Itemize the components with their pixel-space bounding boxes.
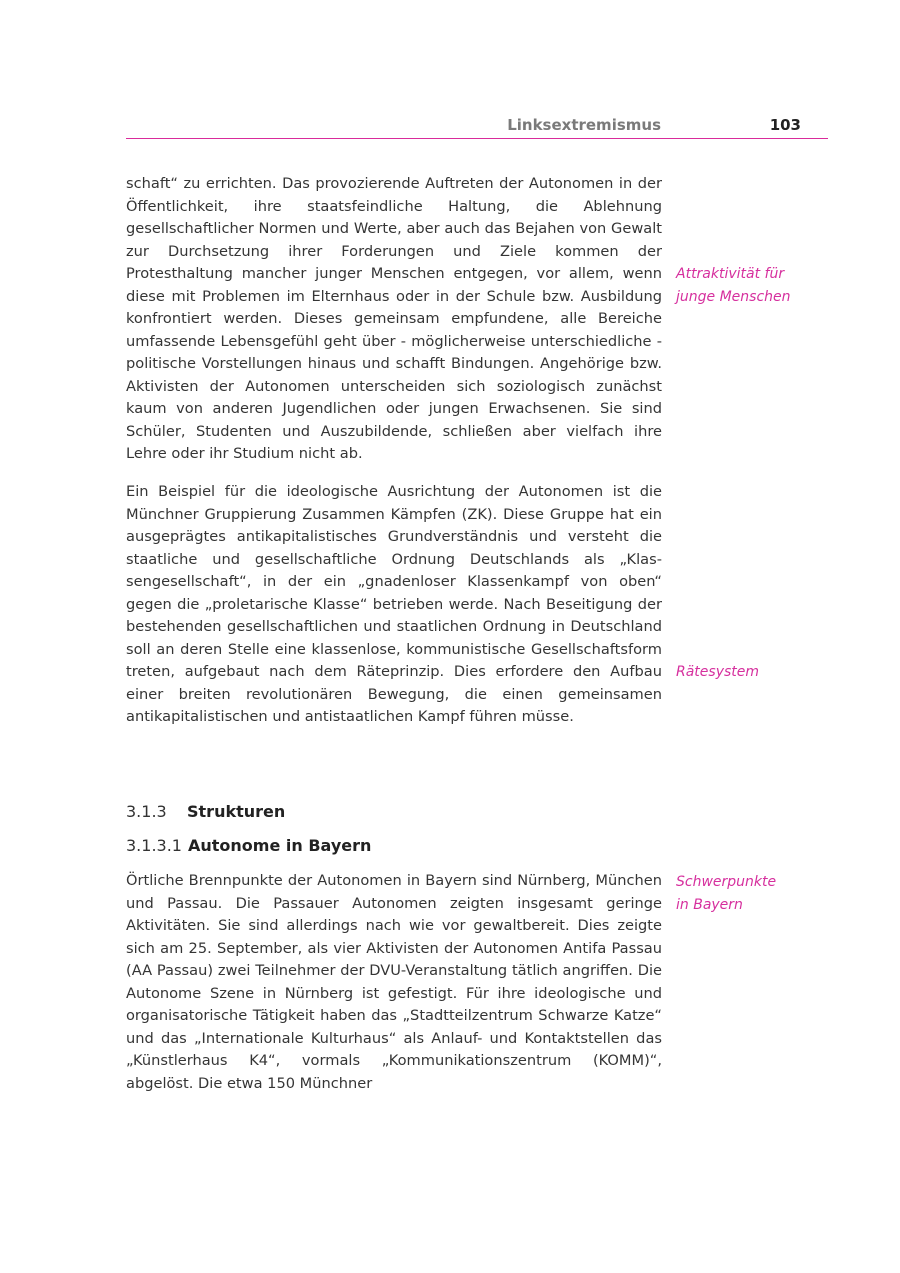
running-header [126,112,828,139]
body-paragraph-3: Örtliche Brennpunkte der Autonomen in Bayern sind Nürnberg, München und Passau. Die Passauer Autonomen zeigten insgesamt geringe Aktivitäten. Sie sind allerdings nach wie vor gewaltbereit. Dies zeigte sich am 25. September, als vier Aktivisten der Autonomen Antifa Passau (AA Passau) zwei Teilnehmer der DVU-Veranstaltung tätlich angriffen. Die Autonome Szene in Nürnberg ist gefestigt. Für ihre ideologische und organisatorische Tätigkeit haben das „Stadtteilzentrum Schwarze Katze“ und das „Internationale Kulturhaus“ als Anlauf- und Kontaktstellen das „Künstlerhaus K4“, vormals „Kommunikationszentrum (KOMM)“, abgelöst. Die etwa 150 Münchner [126,872,662,1092]
body-paragraph-1: schaft“ zu errichten. Das provozierende Auftreten der Autonomen in der Öffentlichkeit, ihre staatsfeindliche Haltung, die Ablehnung gesellschaftlicher Normen und Werte, aber auch das Bejahen von Gewalt zur Durchsetzung ihrer Forderungen und Ziele kommen der Protesthaltung mancher junger Menschen entgegen, vor allem, wenn diese mit Problemen im Elternhaus oder in der Schule bzw. Ausbildung konfrontiert werden. Dieses gemeinsam empfundene, alle Bereiche umfassende Lebensgefühl geht über - möglicherweise unterschiedliche - politische Vorstellungen hinaus und schafft Bindungen. Angehörige bzw. Aktivisten der Autonomen unterscheiden sich soziologisch zunächst kaum von anderen Jugendlichen oder jungen Erwachsenen. Sie sind Schüler, Studenten und Auszubildende, schließen aber vielfach ihre Lehre oder ihr Studium nicht ab. [126,175,662,462]
margin-note-attraktivitaet [676,263,816,308]
margin-note-line: Schwerpunkte [676,874,777,890]
margin-note-raetesystem [676,661,816,684]
section-heading-strukturen [126,802,285,821]
body-paragraph-2: Ein Beispiel für die ideologische Ausrichtung der Autonomen ist die Münchner Gruppierung Zusammen Kämpfen (ZK). Diese Gruppe hat ein ausgeprägtes antikapitalistisches Grundverständnis und versteht die staatliche und gesellschaftliche Ordnung Deutschlands als „Klassengesellschaft“, in der ein „gnadenloser Klassenkampf von oben“ gegen die „proletarische Klasse“ betrieben werde. Nach Beseitigung der bestehenden gesellschaftlichen und staatlichen Ordnung in Deutschland soll an deren Stelle eine klassenlose, kommunistische Gesellschaftsform treten, aufgebaut nach dem Räteprinzip. Dies erfordere den Aufbau einer breiten revolutionären Bewegung, die einen gemeinsamen antikapitalistischen und antistaatlichen Kampf führen müsse. [126,483,662,725]
subsection-title: Autonome in Bayern [187,836,372,855]
subsection-number: 3.1.3.1 [126,836,182,855]
margin-note-line: Attraktivität für [676,266,785,282]
margin-note-schwerpunkte [676,871,816,916]
subsection-heading-autonome-in-bayern [126,836,371,855]
section-number: 3.1.3 [126,802,167,821]
page-number: 103 [769,116,801,134]
margin-note-line: in Bayern [676,896,743,913]
margin-note-line: junge Menschen [676,288,791,305]
margin-note-line: Rätesystem [676,664,760,680]
section-title: Strukturen [187,802,286,821]
header-section-title: Linksextremismus [507,116,661,134]
